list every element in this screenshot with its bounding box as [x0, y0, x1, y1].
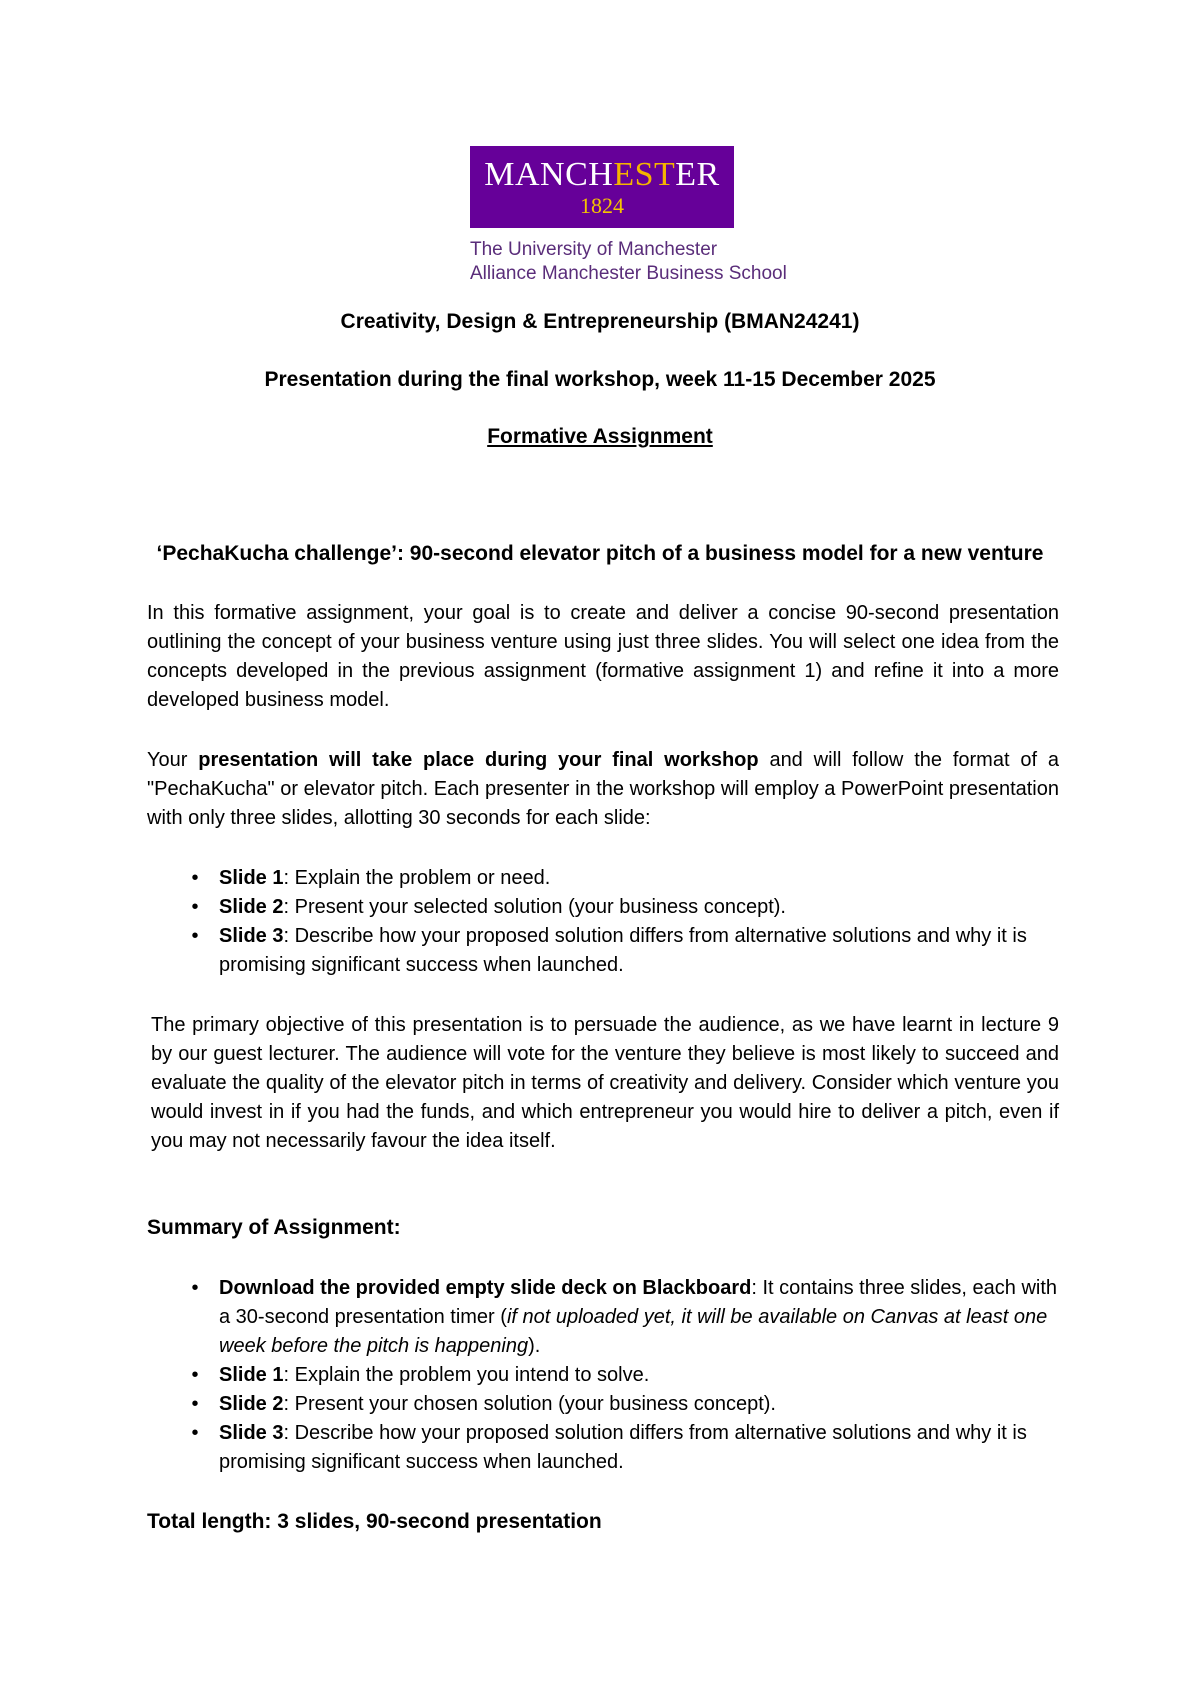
manchester-wordmark-box	[470, 146, 734, 228]
download-close: ).	[528, 1335, 541, 1357]
slide-text: : Present your selected solution (your business concept).	[283, 896, 786, 918]
slide-label: Slide 2	[219, 1393, 284, 1415]
download-text: : It contains three slides, each with a 30-second presentation timer (	[219, 1277, 1058, 1328]
bullet-icon: •	[191, 1364, 199, 1386]
list-item	[147, 1419, 1059, 1477]
school-name: Alliance Manchester Business School	[470, 263, 787, 284]
bullet-icon: •	[191, 1277, 199, 1299]
slide-text: : Explain the problem you intend to solve.	[283, 1364, 650, 1386]
wordmark-year: 1824	[580, 193, 624, 218]
course-title: Creativity, Design & Entrepreneurship (BMAN24241)	[340, 310, 860, 333]
list-item	[147, 1361, 1059, 1390]
list-item	[147, 864, 1059, 893]
wordmark-part-2: EST	[613, 156, 676, 193]
wordmark-part-3: ER	[675, 156, 720, 193]
wordmark-part-1: MANCH	[484, 156, 614, 193]
university-name: The University of Manchester	[470, 239, 718, 260]
bullet-icon: •	[191, 1422, 199, 1444]
summary-heading: Summary of Assignment:	[147, 1216, 401, 1239]
challenge-title: ‘PechaKucha challenge’: 90-second elevator pitch of a business model for a new venture	[156, 542, 1044, 565]
summary-list	[147, 1274, 1059, 1477]
list-item	[147, 1390, 1059, 1419]
slide-text: : Describe how your proposed solution differs from alternative solutions and why it is promising significant success when launched.	[219, 1422, 1027, 1473]
slide-label: Slide 1	[219, 1364, 284, 1386]
download-note: if not uploaded yet, it will be available on Canvas at least one week before the pitch is happening	[219, 1306, 1048, 1357]
slide-text: : Describe how your proposed solution differs from alternative solutions and why it is promising significant success when launched.	[219, 925, 1027, 976]
slide-list	[147, 864, 1059, 980]
bullet-icon: •	[191, 925, 199, 947]
bullet-icon: •	[191, 896, 199, 918]
presentation-heading: Presentation during the final workshop, week 11-15 December 2025	[264, 368, 936, 391]
intro-paragraph: In this formative assignment, your goal is to create and deliver a concise 90-second presentation outlining the concept of your business venture using just three slides. You will select one idea from the concepts developed in the previous assignment (formative assignment 1) and refine it into a more developed business model.	[147, 602, 1059, 711]
format-bold: presentation will take place during your final workshop	[198, 749, 759, 771]
format-lead: Your	[147, 749, 199, 771]
slide-text: : Explain the problem or need.	[283, 867, 551, 889]
slide-label: Slide 1	[219, 867, 284, 889]
download-label: Download the provided empty slide deck on Blackboard	[219, 1277, 752, 1299]
list-item	[147, 1274, 1059, 1361]
slide-text: : Present your chosen solution (your business concept).	[283, 1393, 776, 1415]
slide-label: Slide 2	[219, 896, 284, 918]
bullet-icon: •	[191, 867, 199, 889]
bullet-icon: •	[191, 1393, 199, 1415]
slide-label: Slide 3	[219, 925, 284, 947]
university-logo	[430, 146, 787, 286]
list-item	[147, 893, 1059, 922]
objective-paragraph: The primary objective of this presentation is to persuade the audience, as we have learnt in lecture 9 by our guest lecturer. The audience will vote for the venture they believe is most likely to succeed and evaluate the quality of the elevator pitch in terms of creativity and delivery. Consider which venture you would invest in if you had the funds, and which entrepreneur you would hire to deliver a pitch, even if you may not necessarily favour the idea itself.	[151, 1014, 1059, 1152]
assignment-type-heading: Formative Assignment	[487, 425, 713, 448]
total-length: Total length: 3 slides, 90-second presentation	[147, 1510, 602, 1533]
format-rest: and will follow the format of a "PechaKucha" or elevator pitch. Each presenter in the workshop will employ a PowerPoint presentation with only three slides, allotting 30 seconds for each slide:	[147, 749, 1059, 829]
manchester-wordmark	[470, 156, 734, 194]
format-paragraph	[147, 746, 1059, 833]
slide-label: Slide 3	[219, 1422, 284, 1444]
list-item	[147, 922, 1059, 980]
